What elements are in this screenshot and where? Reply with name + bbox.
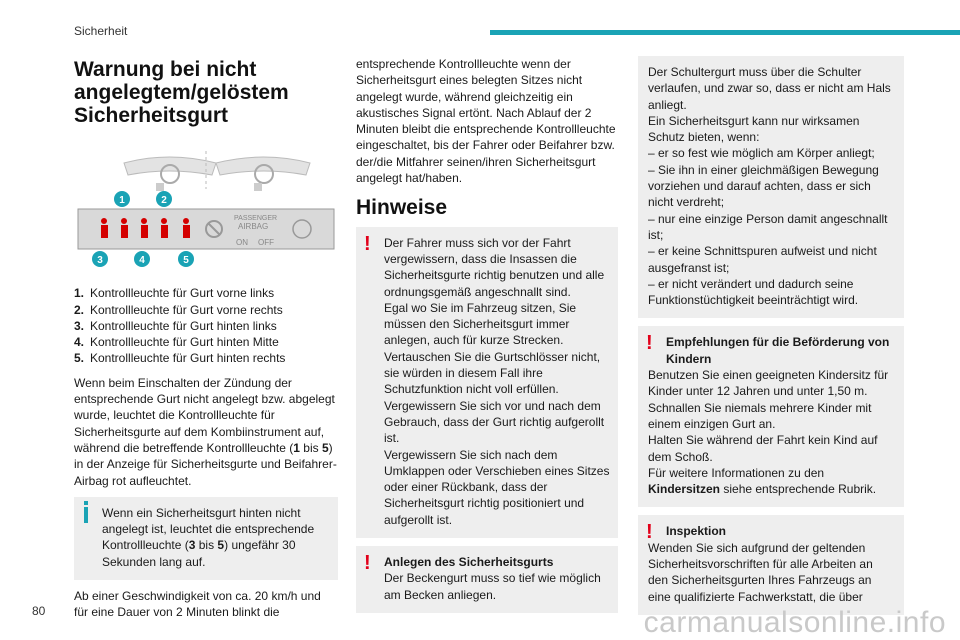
warning-icon: ! <box>364 232 371 255</box>
paragraph-speed: Ab einer Geschwindigkeit von ca. 20 km/h und für eine Dauer von 2 Minuten blinkt die <box>74 589 321 620</box>
legend-item: 2. Kontrollleuchte für Gurt vorne rechts <box>74 302 283 317</box>
warning-box-children: ! Empfehlungen für die Beförderung von Kindern Benutzen Sie einen geeigneten Kindersitz für Kinder unter 12 Jahren und unter 1,50 m. Schnallen Sie niemals mehrere Kinder mit einem einzigen Gurt an. Halten Sie während der Fahrt kein Kind auf dem Schoß. Für weitere Informationen zu den Kindersitzen siehe entsprechende Rubrik. <box>638 326 904 507</box>
warning-box-inspection: ! Inspektion Wenden Sie sich aufgrund der geltenden Sicherheitsvorschriften für alle Arbeiten an den Sicherheitsgurten Ihres Fahrzeugs an eine qualifizierte Fachwerkstatt, die über <box>638 515 904 614</box>
paragraph-continued: entsprechende Kontrollleuchte wenn der Sicherheitsgurt eines belegten Sitzes nicht angelegt wurde, während gleichzeitig ein akustisches Signal ertönt. Nach Ablauf der 2 Minuten bleibt die entsprechende Kontrollleuchte eingeschaltet, bis der Fahrer oder Beifahrer bzw. der/die Mitfahrer seinen/ihren Sicherheitsgurt angelegt hat/haben. <box>356 57 616 186</box>
seatbelt-panel-diagram <box>74 141 338 271</box>
info-box: Wenn ein Sicherheitsgurt hinten nicht angelegt ist, leuchtet die entsprechende Kontrollleuchte (3 bis 5) ungefähr 30 Sekunden lang auf. <box>74 497 338 580</box>
legend-item: 1. Kontrollleuchte für Gurt vorne links <box>74 286 275 301</box>
info-icon <box>84 507 88 523</box>
shoulder-belt-box: Der Schultergurt muss über die Schulter verlaufen, und zwar so, dass er nicht am Hals anliegt. Ein Sicherheitsgurt kann nur wirksamen Schutz bieten, wenn: – er so fest wie möglich am Körper anliegt; – Sie ihn in einer gleichmäßigen Bewegung vorziehen und darauf achten, dass er sich nicht verdreht; – nur eine einzige Person damit angeschnallt ist; – er keine Schnittspuren aufweist und nicht ausgefranst ist; – er nicht verändert und dadurch seine Funktionstüchtigkeit beeinträchtigt wird. <box>638 56 904 318</box>
warning-icon: ! <box>364 552 371 575</box>
paragraph-warning-activation: Wenn beim Einschalten der Zündung der entsprechende Gurt nicht angelegt bzw. abgelegt wurde, leuchtet die Kontrollleuchte für Sicherheitsgurte auf dem Kombiinstrument auf, während die betreffende Kontrollleuchte (1 bis 5) in der Anzeige für Sicherheitsgurte und Beifahrer-Airbag rot aufleuchtet. <box>74 375 337 488</box>
page-number: 80 <box>32 604 46 618</box>
warning-box-general: ! Der Fahrer muss sich vor der Fahrt vergewissern, dass die Insassen die Sicherheitsgurte richtig benutzen und alle ordnungsgemäß angeschnallt sind. Egal wo Sie im Fahrzeug sitzen, Sie müssen den Sicherheitsgurt immer anlegen, auch für kurze Strecken. Vertauschen Sie die Gurtschlösser nicht, sie würden in diesem Fall ihre Schutzfunktion nicht voll erfüllen. Vergewissern Sie sich vor und nach dem Gebrauch, dass der Gurt richtig aufgerollt ist. Vergewissern Sie sich nach dem Umklappen oder Verschieben eines Sitzes oder einer Rückbank, dass der Sicherheitsgurt richtig positioniert und aufgerollt ist. <box>356 227 618 538</box>
column-3 <box>638 56 904 623</box>
warning-icon: ! <box>646 521 653 544</box>
legend-item: 4. Kontrollleuchte für Gurt hinten Mitte <box>74 335 279 350</box>
watermark: carmanualsonline.info <box>643 606 946 639</box>
marker-2: 2 <box>161 195 167 206</box>
column-1 <box>74 56 338 629</box>
marker-5: 5 <box>183 255 189 266</box>
seatbelt-illustration <box>74 141 338 275</box>
marker-1: 1 <box>119 195 125 206</box>
marker-4: 4 <box>139 255 145 266</box>
marker-3: 3 <box>97 255 103 266</box>
on-label: ON <box>236 238 248 247</box>
legend-item: 5. Kontrollleuchte für Gurt hinten rechts <box>74 351 286 366</box>
warning-box-fastening: ! Anlegen des Sicherheitsgurts Der Beckengurt muss so tief wie möglich am Becken anliegen. <box>356 546 618 613</box>
off-label: OFF <box>258 238 274 247</box>
section-title: Warnung bei nicht angelegtem/gelöstem Sicherheitsgurt <box>74 58 289 127</box>
airbag-label: AIRBAG <box>238 222 269 231</box>
section-header: Sicherheit <box>74 24 128 38</box>
hinweise-heading: Hinweise <box>356 196 448 220</box>
warning-icon: ! <box>646 332 653 355</box>
column-2 <box>356 56 618 621</box>
legend-list <box>74 285 338 366</box>
passenger-label: PASSENGER <box>234 215 278 222</box>
header-accent-bar <box>490 30 960 35</box>
legend-item: 3. Kontrollleuchte für Gurt hinten links <box>74 318 277 333</box>
